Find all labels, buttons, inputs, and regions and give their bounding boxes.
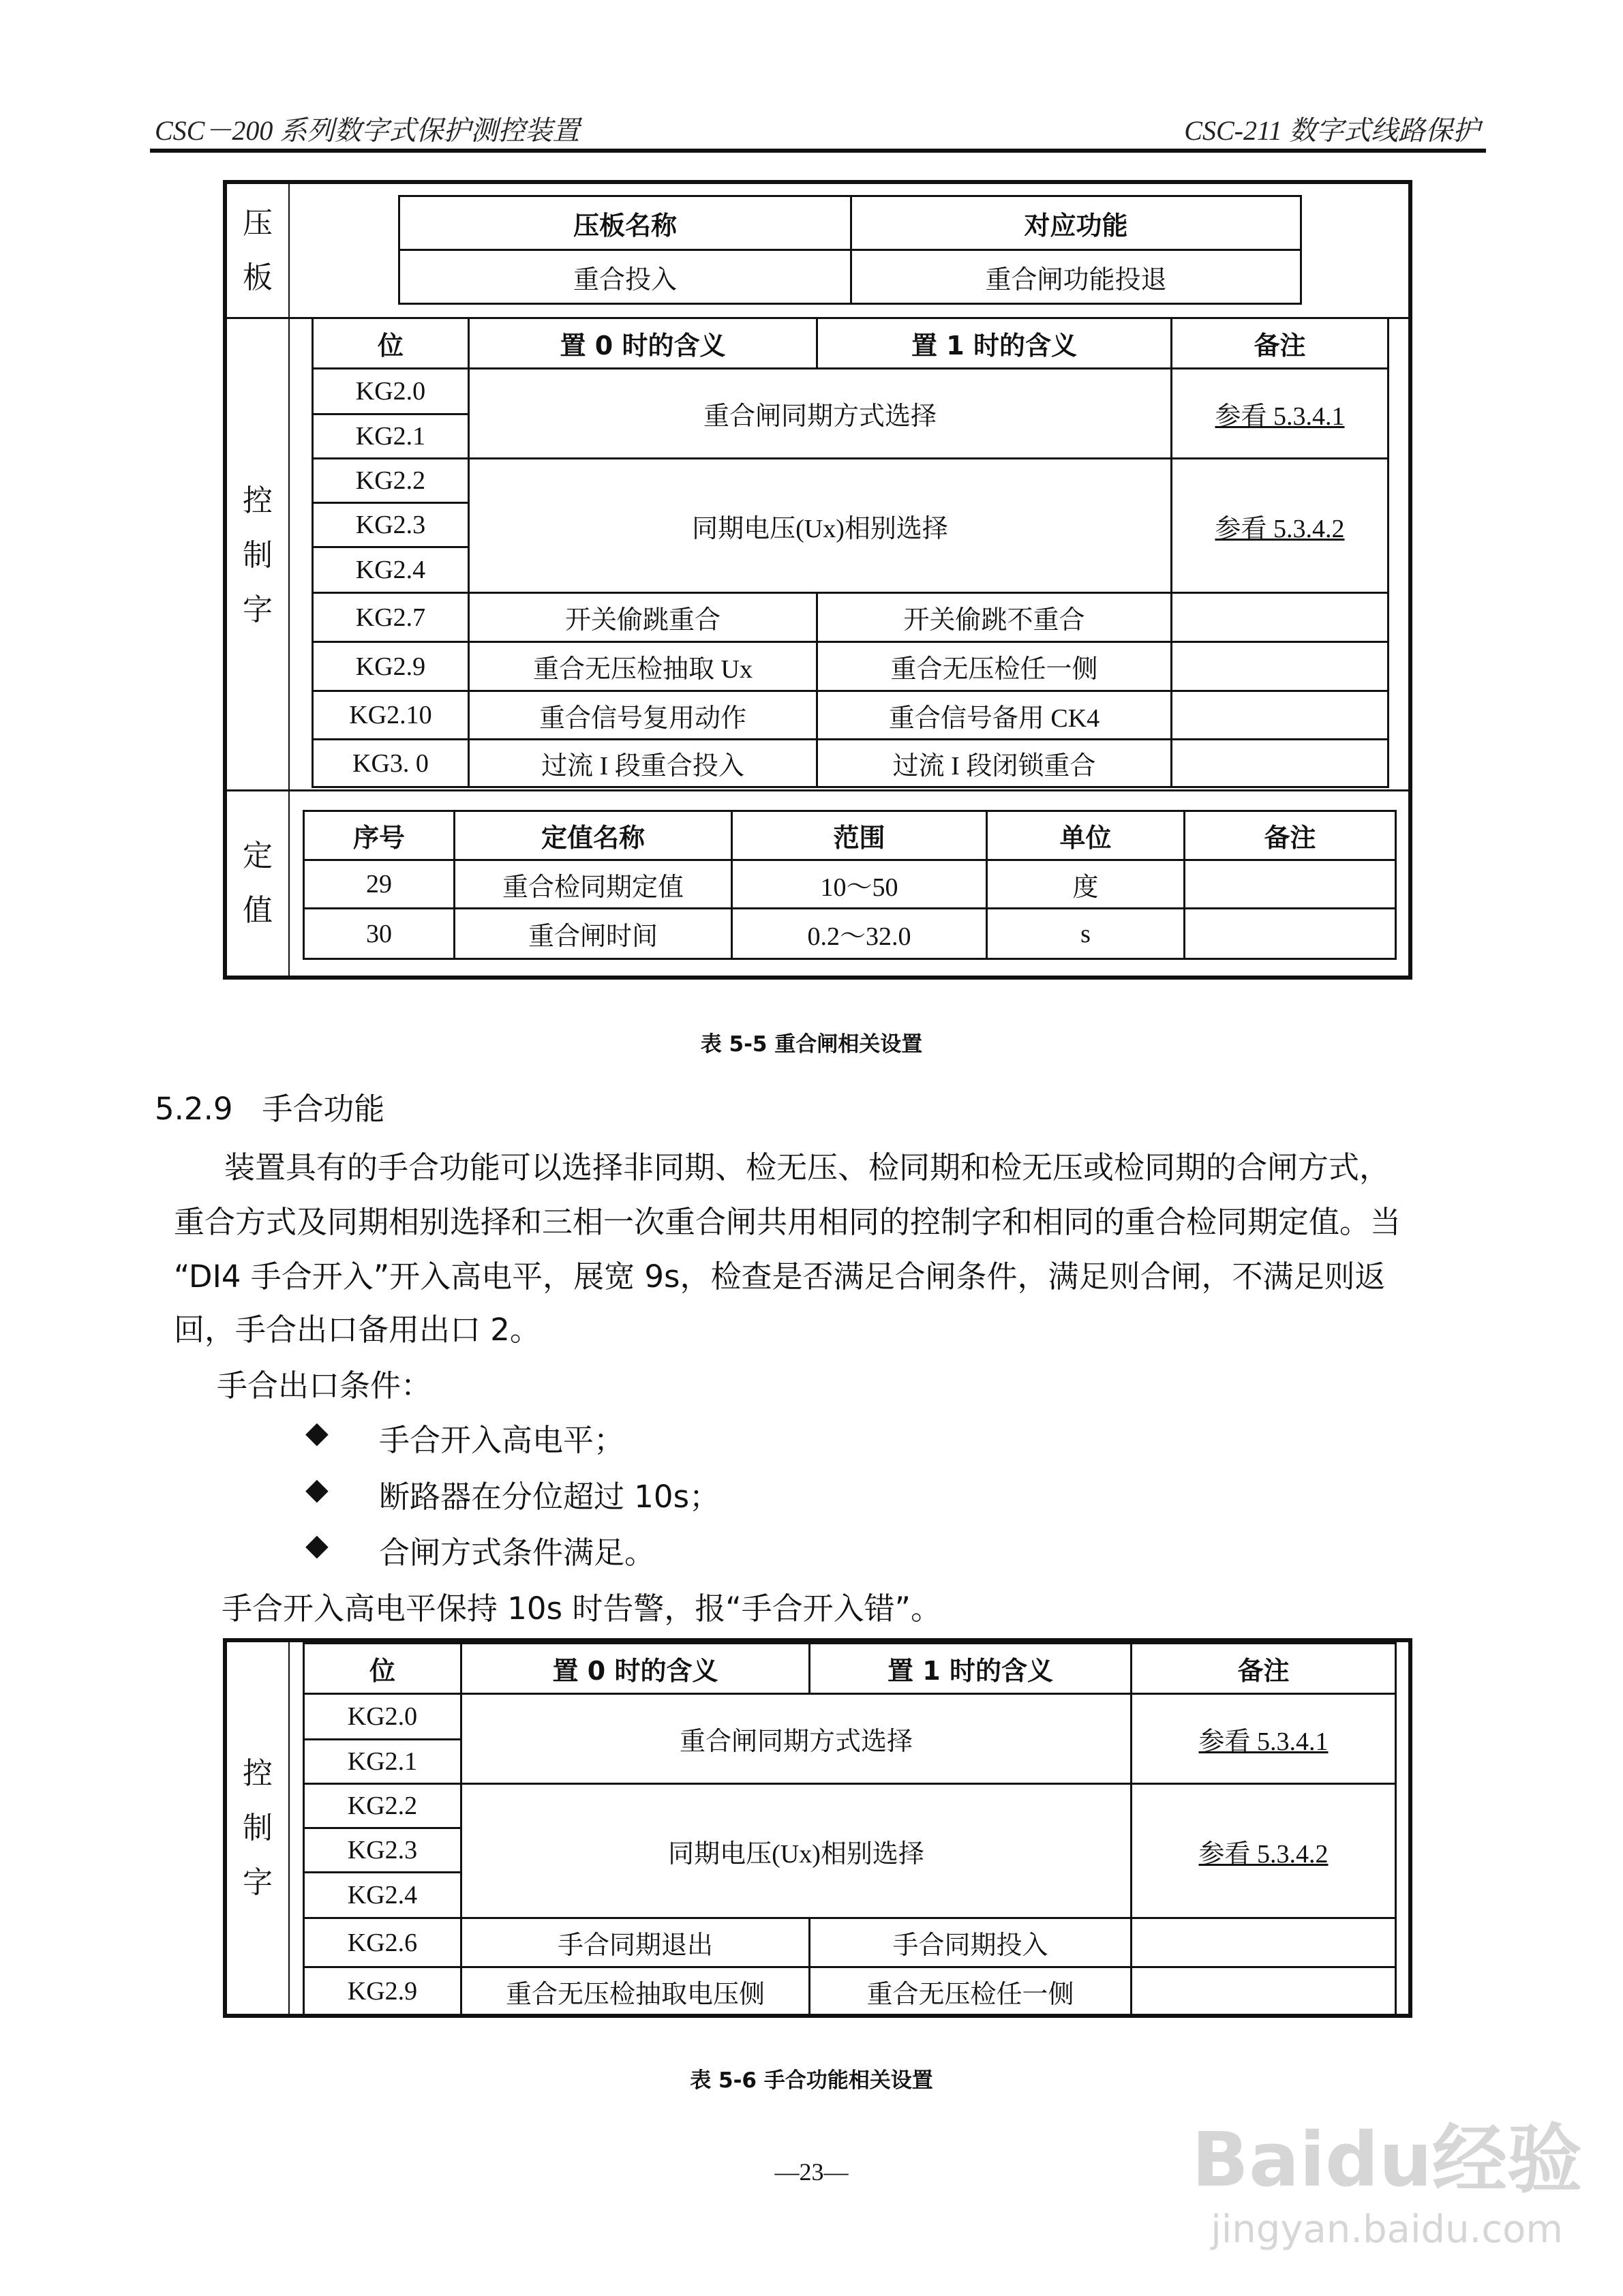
kongzhizi-table xyxy=(312,317,1389,788)
header-divider xyxy=(150,149,1486,153)
reference-link[interactable]: 参看 5.3.4.1 xyxy=(1132,1694,1396,1784)
cell: KG2.9 xyxy=(313,642,469,691)
label-char: 定 xyxy=(243,839,273,873)
kongzhizi-section xyxy=(227,317,1408,791)
header-cell: 单位 xyxy=(987,811,1185,860)
header-cell: 备注 xyxy=(1132,1644,1396,1694)
section-number: 5.2.9 xyxy=(155,1091,233,1127)
bit-cell: KG2.1 xyxy=(304,1740,461,1784)
cell: KG2.6 xyxy=(304,1918,461,1967)
cell: 过流 I 段重合投入 xyxy=(469,740,817,787)
cell: 度 xyxy=(987,860,1185,909)
table-row xyxy=(313,642,1389,691)
label-char: 控 xyxy=(243,1755,273,1791)
cell xyxy=(1185,860,1396,909)
header-cell: 压板名称 xyxy=(399,196,851,250)
cell: KG3. 0 xyxy=(313,740,469,787)
cell: 29 xyxy=(304,860,455,909)
cell xyxy=(1132,1918,1396,1967)
conditions-title: 手合出口条件： xyxy=(217,1368,432,1404)
header-cell: 位 xyxy=(304,1644,461,1694)
cell xyxy=(1172,740,1389,787)
cell: 重合无压检任一侧 xyxy=(817,642,1172,691)
cell: 开关偷跳不重合 xyxy=(817,593,1172,642)
table-row xyxy=(313,740,1389,787)
yaban-section xyxy=(227,184,1408,317)
meaning-cell: 同期电压(Ux)相别选择 xyxy=(461,1784,1132,1918)
cell xyxy=(1185,909,1396,959)
header-cell: 置 1 时的含义 xyxy=(810,1644,1132,1694)
table-row xyxy=(304,909,1396,959)
table-row xyxy=(304,860,1396,909)
dingzhi-label xyxy=(227,791,290,976)
meaning-cell: 重合闸同期方式选择 xyxy=(469,369,1172,459)
diamond-bullet-icon: ◆ xyxy=(305,1472,329,1507)
header-cell: 备注 xyxy=(1185,811,1396,860)
diamond-bullet-icon: ◆ xyxy=(305,1528,329,1562)
cell: 30 xyxy=(304,909,455,959)
header-cell: 置 1 时的含义 xyxy=(817,318,1172,369)
header-cell: 序号 xyxy=(304,811,455,860)
cell: s xyxy=(987,909,1185,959)
bit-cell: KG2.0 xyxy=(304,1694,461,1740)
label-char: 制 xyxy=(243,537,273,573)
bit-cell: KG2.0 xyxy=(313,369,469,414)
alarm-text: 手合开入高电平保持 10s 时告警，报“手合开入错”。 xyxy=(222,1590,941,1627)
reference-link[interactable]: 参看 5.3.4.1 xyxy=(1172,369,1389,459)
cell: KG2.10 xyxy=(313,691,469,740)
kongzhizi-label xyxy=(227,1642,290,2014)
label-char: 控 xyxy=(243,483,273,518)
dingzhi-section xyxy=(227,789,1408,976)
label-char: 制 xyxy=(243,1810,273,1845)
reference-link[interactable]: 参看 5.3.4.2 xyxy=(1132,1784,1396,1918)
cell xyxy=(1132,1967,1396,2016)
meaning-cell: 同期电压(Ux)相别选择 xyxy=(469,459,1172,593)
cell: 0.2～32.0 xyxy=(732,909,987,959)
meaning-cell: 重合闸同期方式选择 xyxy=(461,1694,1132,1784)
cell: KG2.9 xyxy=(304,1967,461,2016)
bit-cell: KG2.2 xyxy=(313,459,469,503)
cell xyxy=(1172,642,1389,691)
label-char: 板 xyxy=(243,260,273,295)
header-cell: 备注 xyxy=(1172,318,1389,369)
header-cell: 对应功能 xyxy=(851,196,1301,250)
cell: 重合无压检任一侧 xyxy=(810,1967,1132,2016)
cell: 重合无压检抽取电压侧 xyxy=(461,1967,810,2016)
cell: 重合闸功能投退 xyxy=(851,250,1301,304)
bit-cell: KG2.1 xyxy=(313,414,469,459)
table-5-6 xyxy=(223,1638,1412,2018)
cell: 10～50 xyxy=(732,860,987,909)
cell: 重合信号复用动作 xyxy=(469,691,817,740)
watermark-brand: Baidu经验 xyxy=(1192,2116,1582,2203)
cell: 重合无压检抽取 Ux xyxy=(469,642,817,691)
table-caption: 表 5-5 重合闸相关设置 xyxy=(700,1032,923,1057)
reference-link[interactable]: 参看 5.3.4.2 xyxy=(1172,459,1389,593)
table-caption: 表 5-6 手合功能相关设置 xyxy=(690,2068,933,2093)
table-row xyxy=(313,593,1389,642)
paragraph-line: 回，手合出口备用出口 2。 xyxy=(174,1312,541,1348)
cell: 过流 I 段闭锁重合 xyxy=(817,740,1172,787)
section-title: 手合功能 xyxy=(262,1091,385,1127)
cell: 重合投入 xyxy=(399,250,851,304)
bullet-item: 手合开入高电平； xyxy=(379,1422,625,1458)
cell: 重合检同期定值 xyxy=(455,860,732,909)
table-row xyxy=(304,1967,1396,2016)
header-cell: 位 xyxy=(313,318,469,369)
page-number: —23— xyxy=(774,2158,849,2186)
kongzhizi-table xyxy=(303,1642,1397,2016)
header-cell: 范围 xyxy=(732,811,987,860)
bullet-item: 断路器在分位超过 10s； xyxy=(379,1479,721,1515)
label-char: 压 xyxy=(243,205,273,241)
paragraph-line: “DI4 手合开入”开入高电平，展宽 9s，检查是否满足合闸条件，满足则合闸，不满足则返 xyxy=(174,1258,1386,1295)
bit-cell: KG2.3 xyxy=(304,1828,461,1873)
header-cell: 置 0 时的含义 xyxy=(461,1644,810,1694)
dingzhi-table xyxy=(303,810,1397,960)
cell xyxy=(1172,593,1389,642)
paragraph-line: 装置具有的手合功能可以选择非同期、检无压、检同期和检无压或检同期的合闸方式， xyxy=(224,1149,1391,1185)
paragraph-line: 重合方式及同期相别选择和三相一次重合闸共用相同的控制字和相同的重合检同期定值。当 xyxy=(174,1204,1401,1240)
label-char: 字 xyxy=(243,592,273,627)
cell: 手合同期投入 xyxy=(810,1918,1132,1967)
cell: 重合信号备用 CK4 xyxy=(817,691,1172,740)
cell xyxy=(1172,691,1389,740)
table-row xyxy=(313,691,1389,740)
bit-cell: KG2.4 xyxy=(313,547,469,593)
header-left: CSC－200 系列数字式保护测控装置 xyxy=(155,115,580,146)
cell: KG2.7 xyxy=(313,593,469,642)
bit-cell: KG2.3 xyxy=(313,503,469,547)
cell: 手合同期退出 xyxy=(461,1918,810,1967)
bit-cell: KG2.4 xyxy=(304,1873,461,1918)
yaban-label xyxy=(227,184,290,317)
label-char: 值 xyxy=(243,893,273,928)
watermark-url: jingyan.baidu.com xyxy=(1211,2207,1563,2252)
bullet-item: 合闸方式条件满足。 xyxy=(379,1535,656,1571)
table-5-5 xyxy=(223,180,1412,980)
baidu-watermark xyxy=(1192,2100,1582,2252)
cell: 重合闸时间 xyxy=(455,909,732,959)
yaban-table xyxy=(398,195,1302,305)
table-row xyxy=(304,1918,1396,1967)
header-cell: 置 0 时的含义 xyxy=(469,318,817,369)
header-right: CSC-211 数字式线路保护 xyxy=(1184,115,1480,146)
label-char: 字 xyxy=(243,1864,273,1900)
kongzhizi-label xyxy=(227,319,290,791)
section-heading xyxy=(155,1084,384,1128)
bit-cell: KG2.2 xyxy=(304,1784,461,1828)
cell: 开关偷跳重合 xyxy=(469,593,817,642)
header-cell: 定值名称 xyxy=(455,811,732,860)
diamond-bullet-icon: ◆ xyxy=(305,1415,329,1450)
